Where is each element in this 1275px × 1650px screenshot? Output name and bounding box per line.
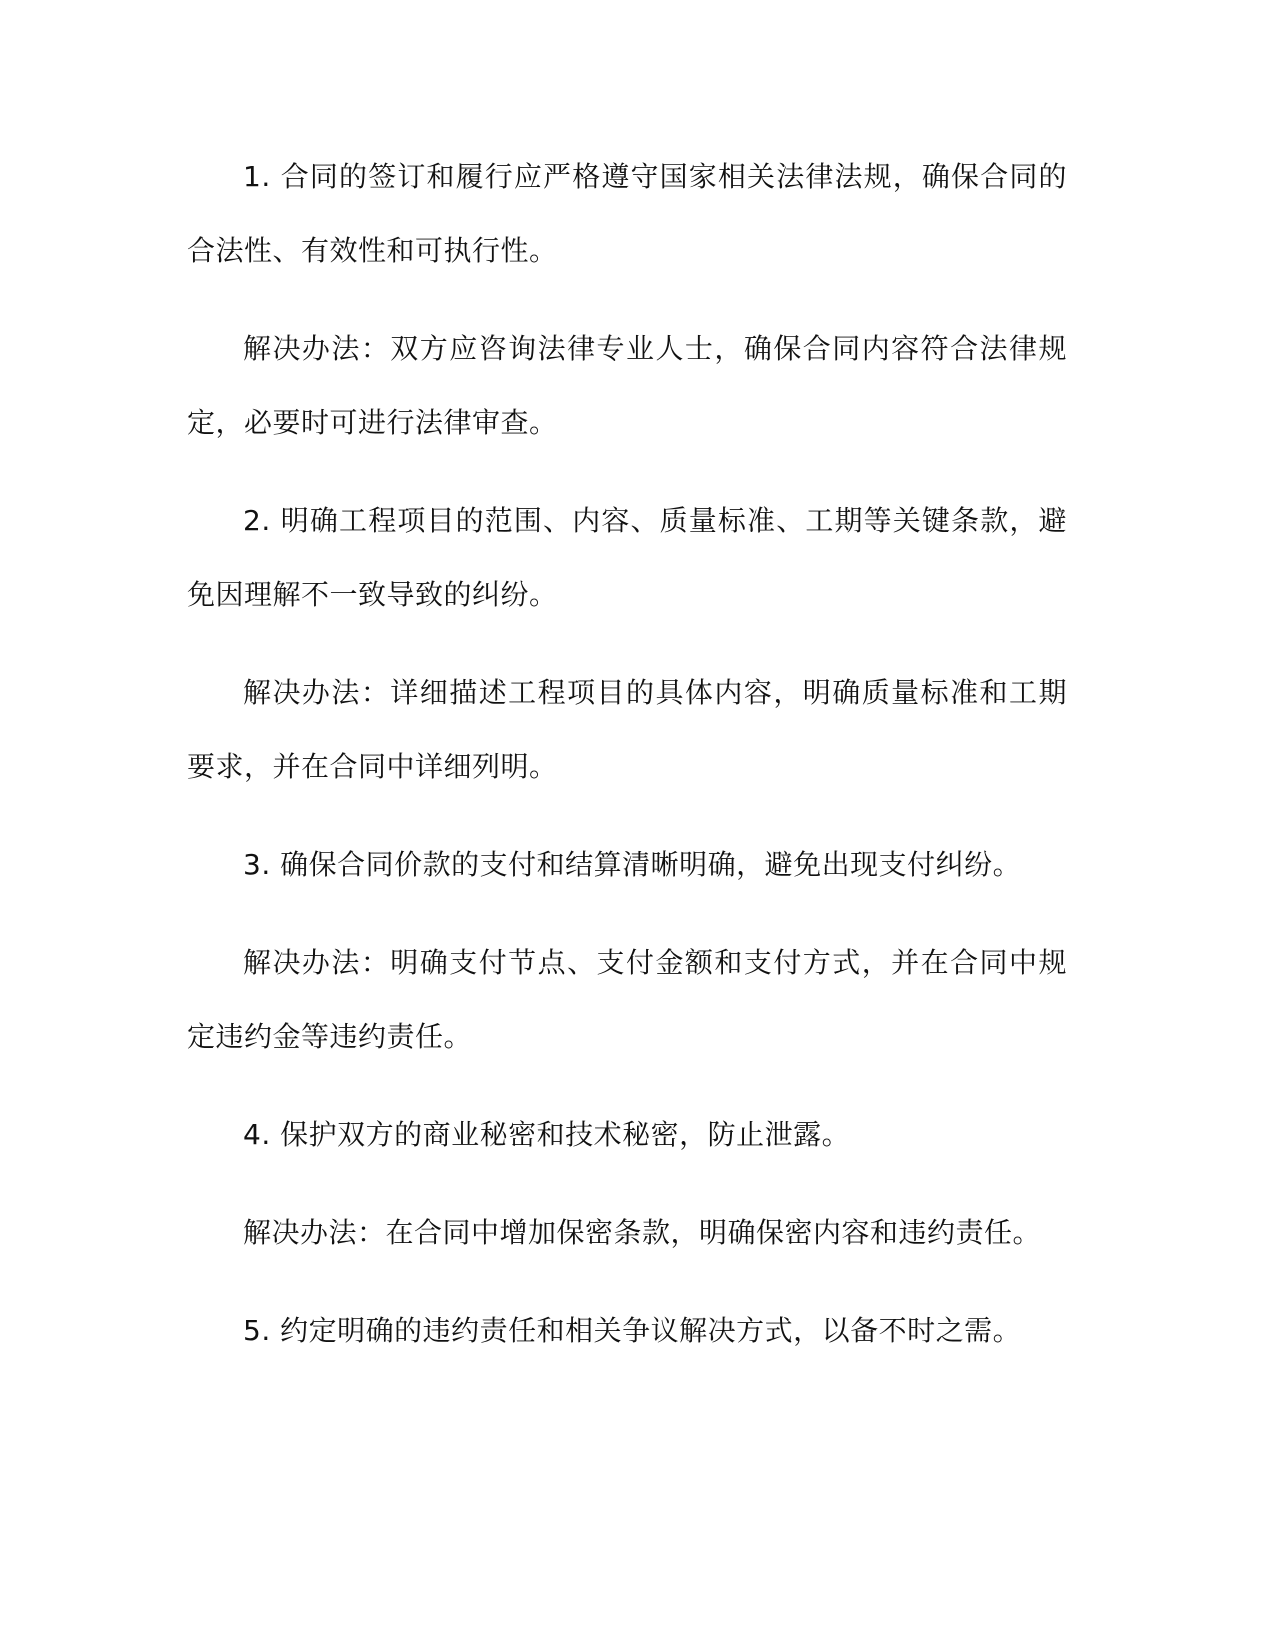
paragraph-item-4: 4. 保护双方的商业秘密和技术秘密，防止泄露。 [243, 1118, 851, 1151]
document-body [187, 140, 1067, 1392]
paragraph-item-2: 2. 明确工程项目的范围、内容、质量标准、工期等关键条款，避免因理解不一致导致的纠纷。 [187, 504, 1067, 611]
paragraph-solution-4: 解决办法：在合同中增加保密条款，明确保密内容和违约责任。 [243, 1216, 1042, 1249]
paragraph-solution-3: 解决办法：明确支付节点、支付金额和支付方式，并在合同中规定违约金等违约责任。 [187, 946, 1067, 1053]
paragraph-item-1: 1. 合同的签订和履行应严格遵守国家相关法律法规，确保合同的合法性、有效性和可执行性。 [187, 160, 1067, 267]
paragraph-solution-1: 解决办法：双方应咨询法律专业人士，确保合同内容符合法律规定，必要时可进行法律审查。 [187, 332, 1067, 439]
paragraph-item-5: 5. 约定明确的违约责任和相关争议解决方式，以备不时之需。 [243, 1314, 1022, 1347]
paragraph-item-3: 3. 确保合同价款的支付和结算清晰明确，避免出现支付纠纷。 [243, 848, 1022, 881]
paragraph-solution-2: 解决办法：详细描述工程项目的具体内容，明确质量标准和工期要求，并在合同中详细列明。 [187, 676, 1067, 783]
